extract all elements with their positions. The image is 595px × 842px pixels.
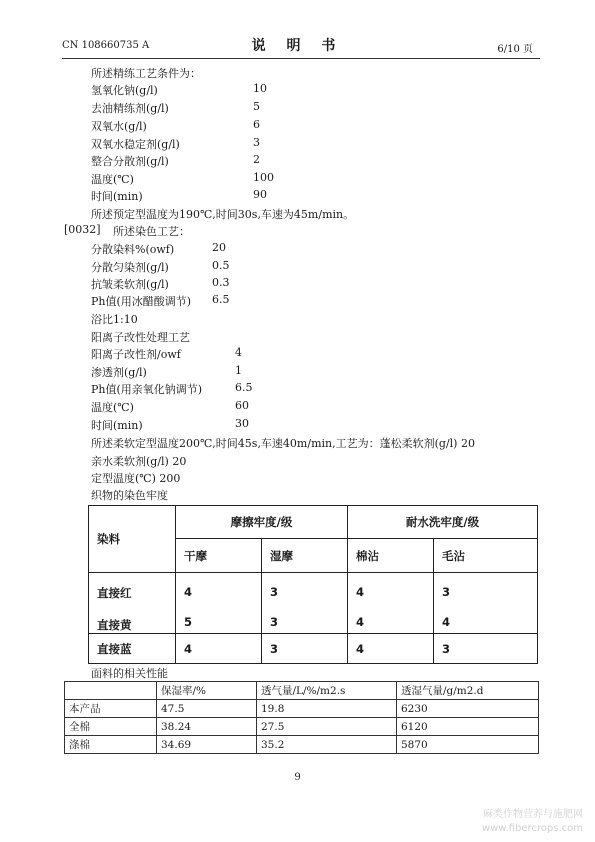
cotton-stain-value: 4 (356, 615, 365, 629)
table-cell: 5870 (397, 736, 539, 754)
hydrophilic-softener-line: 亲水柔软剂(g/l) 20 (91, 455, 187, 468)
table-row (65, 700, 539, 718)
wet-rub-header: 湿摩 (262, 539, 348, 573)
table-row (89, 634, 538, 664)
pre-setting-note: 所述预定型温度为190℃,时间30s,车速为45m/min。 (91, 208, 355, 221)
table-row (89, 573, 538, 634)
table-cell: 35.2 (257, 736, 397, 754)
dyeing-param-label: 分散匀染剂(g/l) (91, 261, 169, 274)
cationic-param-label: 阳离子改性剂/owf (91, 348, 181, 361)
refining-param-label: 双氧水稳定剂(g/l) (91, 138, 180, 151)
dry-rub-value: 5 (184, 615, 193, 629)
refining-heading: 所述精练工艺条件为： (91, 67, 201, 80)
watermark-url: www.fibercrops.com (481, 823, 583, 834)
cationic-param-label: 时间(min) (91, 419, 143, 432)
dyeing-param-label: 抗皱柔软剂(g/l) (91, 278, 169, 291)
refining-param-value: 6 (253, 118, 260, 131)
page-number: 9 (294, 772, 301, 783)
table-cell: 27.5 (257, 718, 397, 736)
header-cell: 透湿气量/g/m2.d (397, 682, 539, 700)
wet-rub-value: 3 (270, 615, 279, 629)
fabric-name: 全棉 (65, 718, 157, 736)
cationic-param-label: 温度(℃) (91, 401, 134, 414)
table-cell: 34.69 (157, 736, 257, 754)
header-cell (65, 682, 157, 700)
softening-setting-note: 所述柔软定型温度200℃,时间45s,车速40m/min,工艺为：蓬松柔软剂(g/l) 20 (91, 437, 475, 450)
cationic-param-value: 4 (235, 346, 242, 359)
color-fastness-table (88, 505, 538, 664)
dyeing-param-value: 0.5 (212, 259, 230, 272)
document-title: 说 明 书 (251, 38, 344, 54)
fabric-name: 涤棉 (65, 736, 157, 754)
fabric-name: 本产品 (65, 700, 157, 718)
washing-fastness-header: 耐水洗牢度/级 (348, 506, 538, 539)
paragraph-number: [0032] (64, 223, 101, 236)
dyeing-param-label: Ph值(用冰醋酸调节) (91, 295, 192, 308)
refining-param-label: 时间(min) (91, 190, 143, 203)
table-row (65, 718, 539, 736)
table-header-row (65, 682, 539, 700)
header-divider (62, 58, 540, 59)
dye-column-header: 染料 (89, 506, 176, 573)
dry-rub-header: 干摩 (176, 539, 262, 573)
refining-param-label: 氢氧化钠(g/l) (91, 84, 158, 97)
cationic-param-label: Ph值(用亲氧化钠调节) (91, 383, 203, 396)
refining-param-value: 2 (253, 153, 260, 166)
dyeing-param-label: 分散染料%(owf) (91, 243, 175, 256)
fastness-heading: 织物的染色牢度 (91, 489, 168, 502)
dry-rub-value: 4 (176, 634, 262, 664)
refining-param-value: 90 (253, 188, 267, 201)
table-row (65, 736, 539, 754)
cationic-param-label: 渗透剂(g/l) (91, 366, 147, 379)
setting-temperature-line: 定型温度(℃) 200 (91, 472, 181, 485)
bath-ratio: 浴比1:10 (91, 313, 138, 326)
refining-param-value: 3 (253, 136, 260, 149)
refining-param-label: 温度(℃) (91, 173, 134, 186)
header-cell: 保湿率/% (157, 682, 257, 700)
table-cell: 6230 (397, 700, 539, 718)
table-cell: 19.8 (257, 700, 397, 718)
wet-rub-value: 3 (262, 634, 348, 664)
wool-stain-value: 3 (434, 634, 538, 664)
wool-stain-header: 毛沾 (434, 539, 538, 573)
dyeing-param-value: 0.3 (212, 276, 230, 289)
page-indicator: 6/10 页 (497, 44, 533, 55)
dyeing-param-value: 20 (212, 241, 226, 254)
refining-param-label: 去油精练剂(g/l) (91, 102, 169, 115)
publication-number: CN 108660735 A (62, 40, 150, 51)
cationic-param-value: 60 (235, 399, 249, 412)
wool-stain-value: 4 (442, 615, 451, 629)
cationic-param-value: 1 (235, 364, 242, 377)
cationic-param-value: 6.5 (235, 381, 253, 394)
fabric-performance-table (64, 681, 539, 754)
wool-stain-value: 3 (442, 585, 451, 599)
performance-heading: 面料的相关性能 (91, 667, 168, 680)
dyeing-heading: 所述染色工艺： (113, 225, 190, 238)
dye-name: 直接黄 (97, 618, 132, 632)
dry-rub-value: 4 (184, 585, 193, 599)
rubbing-fastness-header: 摩擦牢度/级 (176, 506, 348, 539)
refining-param-label: 双氧水(g/l) (91, 120, 147, 133)
cotton-stain-value: 4 (348, 634, 434, 664)
watermark-title: 麻类作物营养与施肥网 (483, 809, 583, 820)
refining-param-value: 5 (253, 100, 260, 113)
cationic-param-value: 30 (235, 417, 249, 430)
cationic-heading: 阳离子改性处理工艺 (91, 331, 190, 344)
refining-param-value: 100 (253, 171, 274, 184)
header-cell: 透气量/L/%/m2.s (257, 682, 397, 700)
table-cell: 38.24 (157, 718, 257, 736)
dye-name: 直接红 (97, 586, 132, 600)
site-watermark (482, 808, 583, 836)
table-cell: 47.5 (157, 700, 257, 718)
cotton-stain-header: 棉沾 (348, 539, 434, 573)
dye-name: 直接蓝 (89, 634, 176, 664)
refining-param-value: 10 (253, 82, 267, 95)
table-cell: 6120 (397, 718, 539, 736)
refining-param-label: 整合分散剂(g/l) (91, 155, 169, 168)
cotton-stain-value: 4 (356, 585, 365, 599)
dyeing-param-value: 6.5 (212, 293, 230, 306)
wet-rub-value: 3 (270, 585, 279, 599)
